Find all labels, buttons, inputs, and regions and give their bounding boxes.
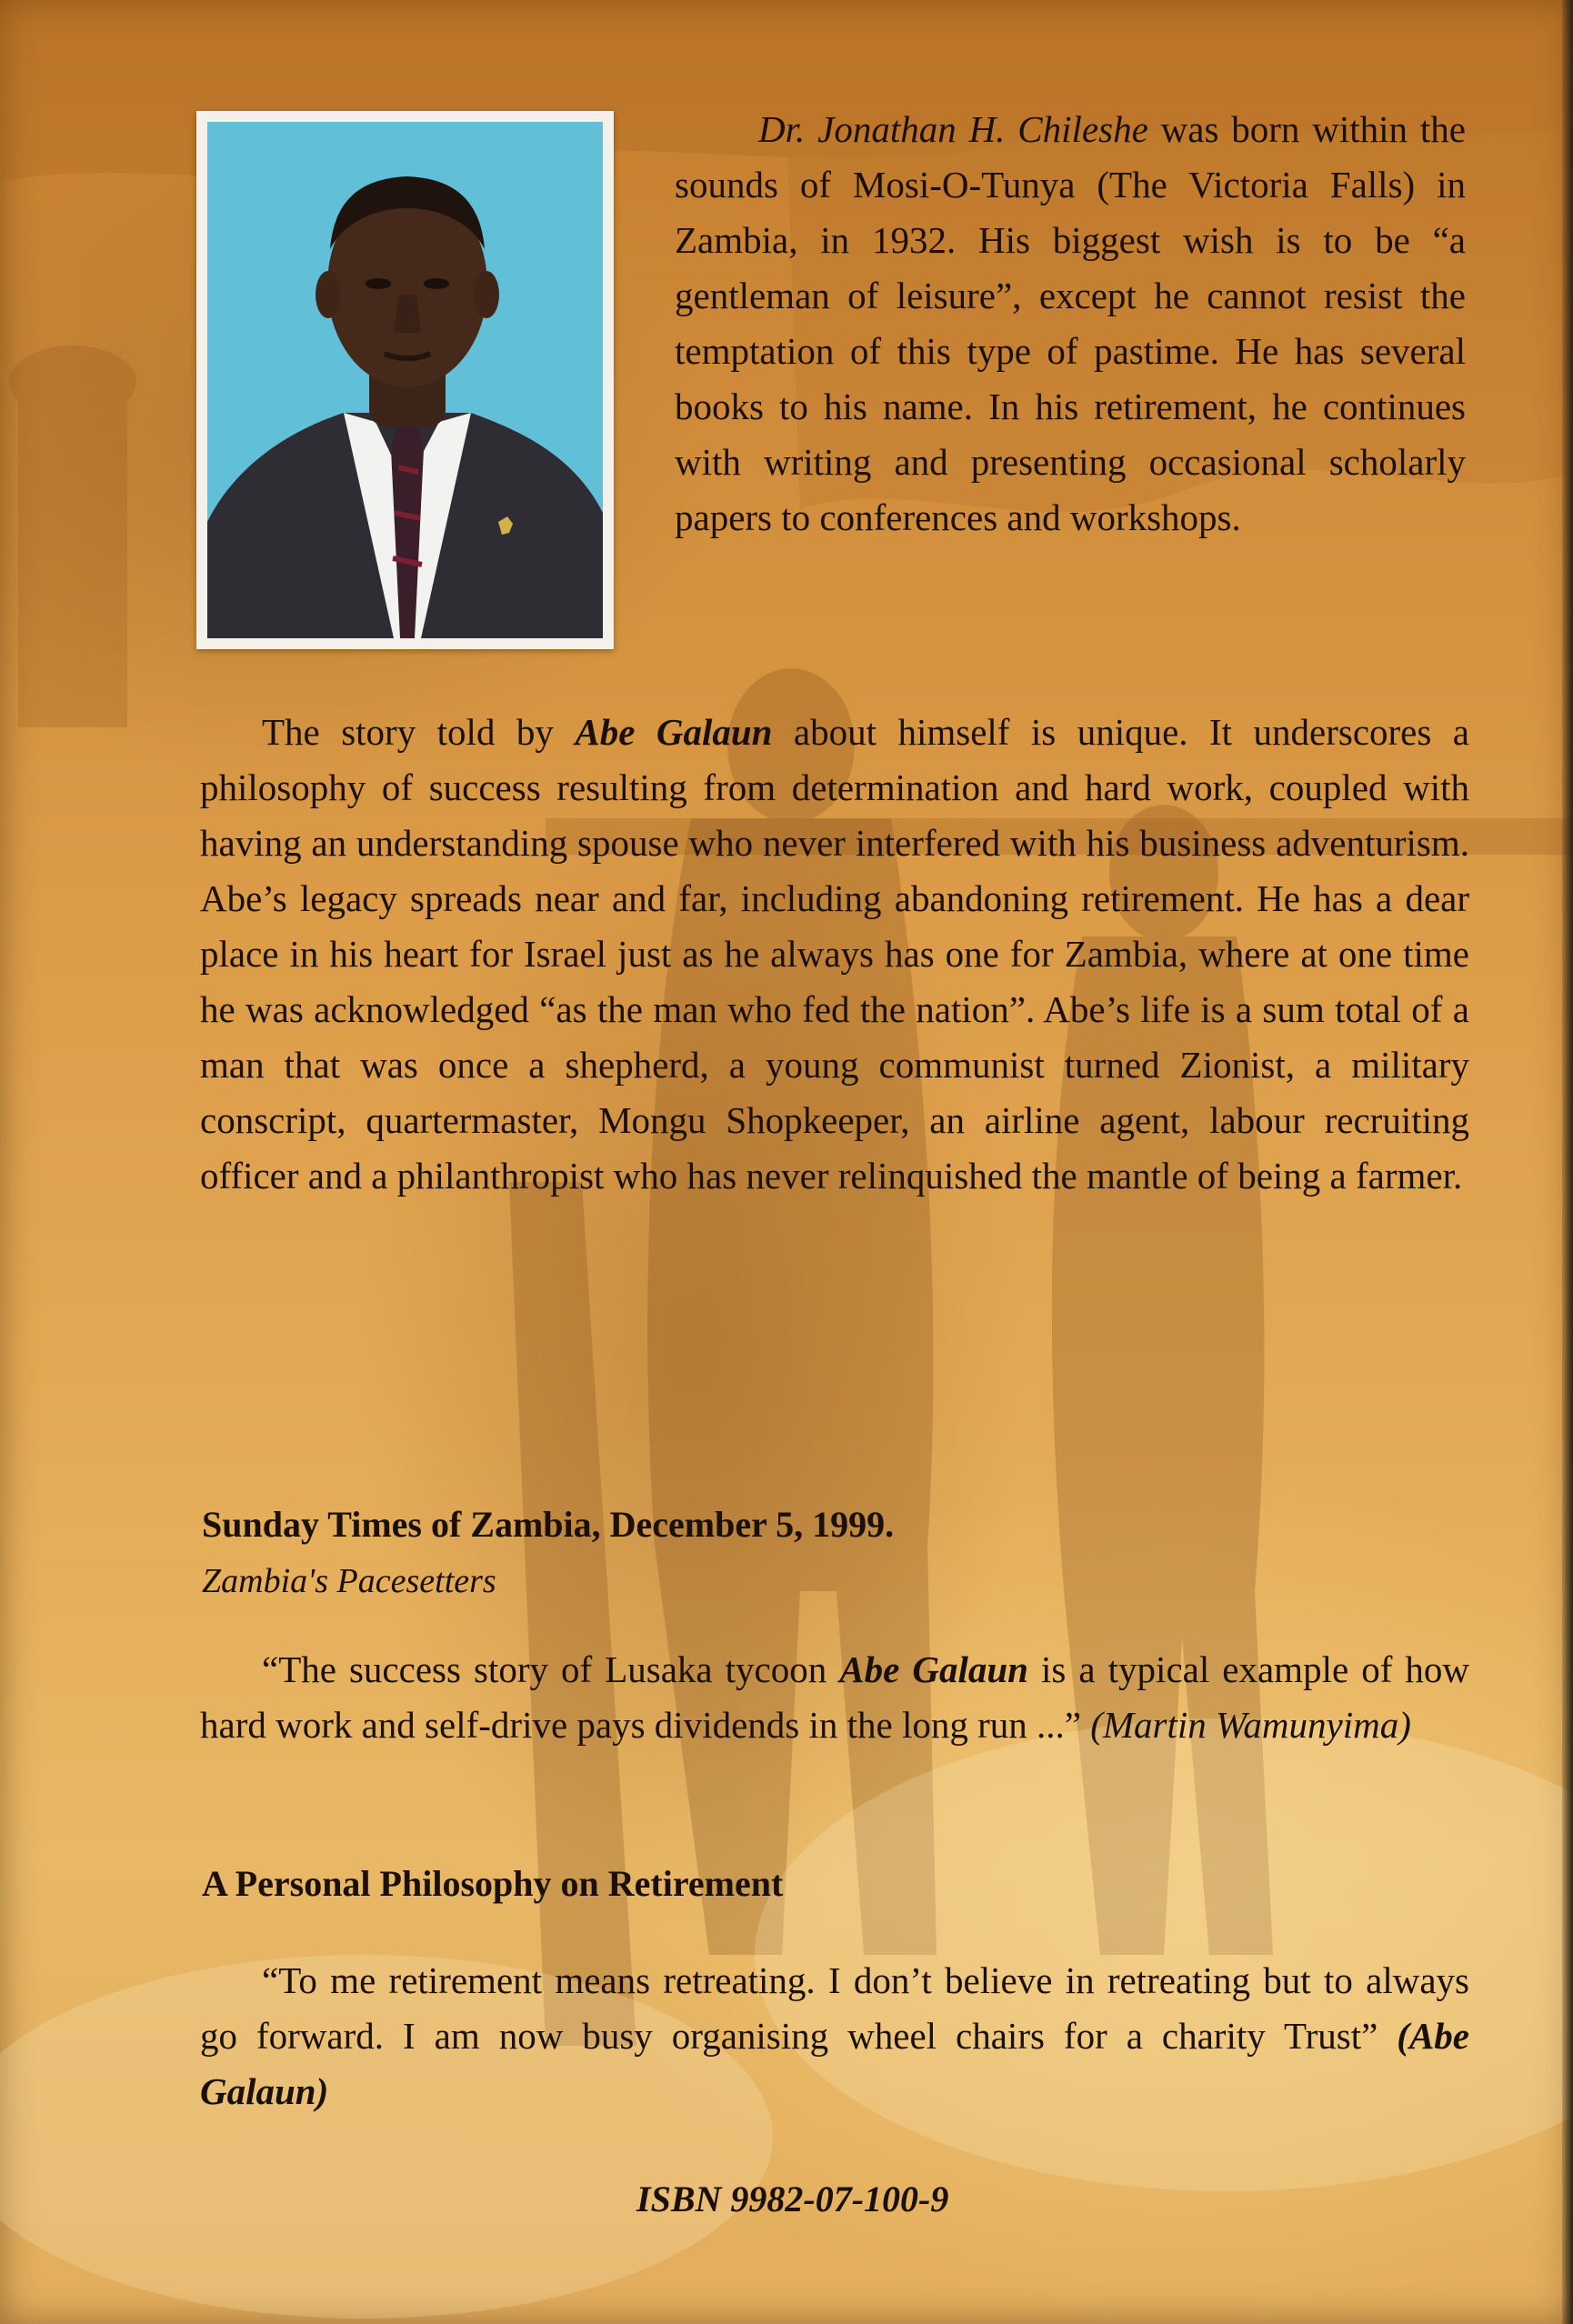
author-portrait-photo: [207, 122, 603, 638]
press-quote-rest: is a typical example of how hard work and self-drive pays dividends in the long run ...”: [200, 1648, 1469, 1746]
summary-text-start: The story told by: [262, 711, 576, 753]
philosophy-quote-text: “To me retirement means retreating. I don’t believe in retreating but to always go forward. I am now busy organising wheel chairs for a charity Trust”: [200, 1959, 1469, 2057]
book-summary-paragraph: [200, 705, 1469, 1204]
press-quote: [200, 1642, 1469, 1753]
isbn-number: ISBN 9982-07-100-9: [636, 2179, 949, 2219]
book-summary: [200, 705, 1469, 1204]
press-quote-attribution: (Martin Wamunyima): [1090, 1704, 1411, 1746]
author-portrait-illustration: [207, 122, 603, 638]
philosophy-quote-paragraph: [200, 1953, 1469, 2119]
press-quote-start: “The success story of Lusaka tycoon: [262, 1648, 840, 1690]
press-quote-paragraph: [200, 1642, 1469, 1753]
press-subheading: Zambia's Pacesetters: [202, 1562, 496, 1600]
philosophy-heading: A Personal Philosophy on Retirement: [202, 1863, 784, 1904]
cover-edge: [1562, 0, 1573, 2324]
philosophy-quote-attribution: (Abe Galaun): [200, 2015, 1469, 2112]
author-photo-frame: [196, 111, 614, 649]
author-bio-paragraph: [675, 102, 1466, 546]
author-bio: [675, 102, 1466, 546]
press-quote-subject: Abe Galaun: [839, 1648, 1028, 1690]
summary-text-rest: about himself is unique. It underscores a philosophy of success resulting from determination and hard work, coupled with having an understanding spouse who never interfered with his business adventurism. Abe’s legacy spreads near and far, including abandoning retirement. He has a dear place in his heart for Israel just as he always has one for Zambia, where at one time he was acknowledged “as the man who fed the nation”. Abe’s life is a sum total of a man that was once a shepherd, a young communist turned Zionist, a military conscript, quartermaster, Mongu Shopkeeper, an airline agent, labour recruiting officer and a philanthropist who has never relinquished the mantle of being a farmer.: [200, 711, 1469, 1197]
author-name: Dr. Jonathan H. Chileshe: [758, 108, 1148, 150]
philosophy-quote: [200, 1953, 1469, 2119]
press-heading: Sunday Times of Zambia, December 5, 1999.: [202, 1504, 895, 1545]
author-bio-text: was born within the sounds of Mosi-O-Tunya (The Victoria Falls) in Zambia, in 1932. His biggest wish is to be “a gentleman of leisure”, except he cannot resist the temptation of this type of pastime. He has several books to his name. In his retirement, he continues with writing and presenting occasional scholarly papers to conferences and workshops.: [675, 108, 1466, 538]
subject-name: Abe Galaun: [575, 711, 773, 753]
